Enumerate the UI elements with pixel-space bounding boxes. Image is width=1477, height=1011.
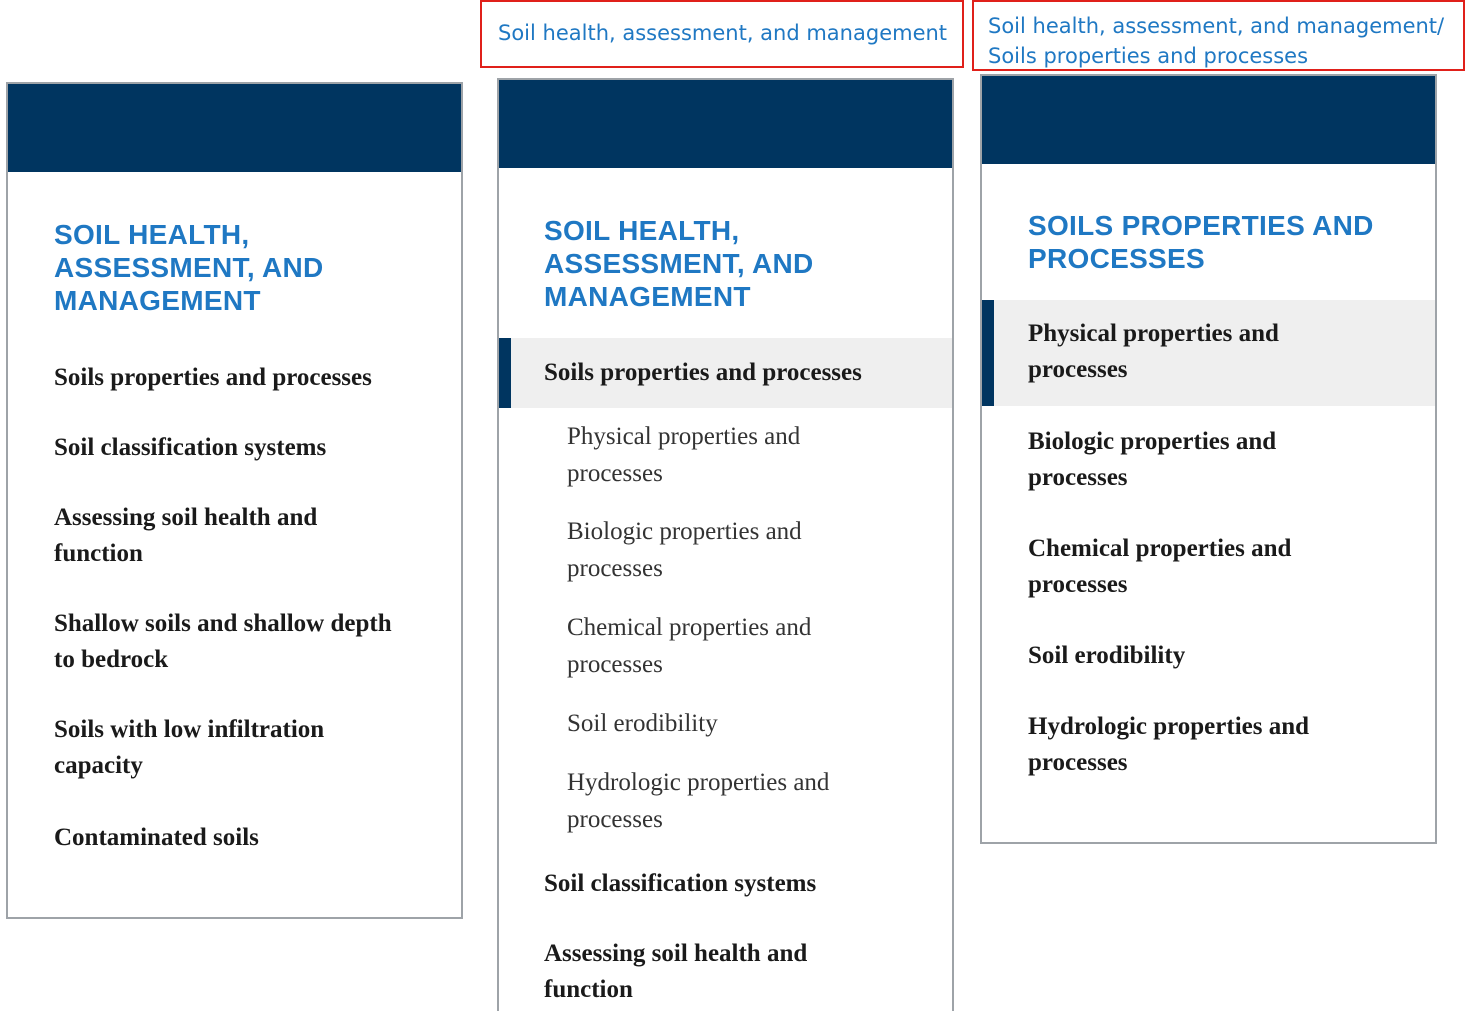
- nav-item-erodibility[interactable]: Soil erodibility: [1028, 642, 1186, 669]
- nav-item-contaminated-soils[interactable]: Contaminated soils: [54, 824, 259, 851]
- nav-item-shallow-soils[interactable]: Shallow soils and shallow depth to bedrock: [54, 610, 392, 673]
- nav-item-hydrologic[interactable]: Hydrologic properties and processes: [1028, 713, 1310, 776]
- subnav-item-chemical[interactable]: Chemical properties and processes: [567, 614, 812, 678]
- nav-panel-sublevel: [980, 74, 1437, 844]
- breadcrumb-link-soils-properties[interactable]: Soils properties and processes: [988, 44, 1309, 68]
- nav-item-physical-active[interactable]: Physical properties and processes: [982, 300, 1437, 406]
- nav-panel-collapsed: [6, 82, 463, 919]
- panel-title: SOILS PROPERTIES AND PROCESSES: [1028, 210, 1374, 274]
- nav-item-soil-classification[interactable]: Soil classification systems: [544, 870, 817, 897]
- breadcrumb-link-soil-health-path[interactable]: Soil health, assessment, and management/: [988, 14, 1445, 38]
- subnav-item-erodibility[interactable]: Soil erodibility: [567, 710, 718, 737]
- nav-item-chemical[interactable]: Chemical properties and processes: [1028, 535, 1292, 598]
- nav-item-soils-properties[interactable]: Soils properties and processes: [54, 364, 372, 391]
- breadcrumb-link-soil-health[interactable]: Soil health, assessment, and management: [498, 21, 948, 45]
- subnav-item-hydrologic[interactable]: Hydrologic properties and processes: [567, 769, 830, 833]
- panel-header-bar: [8, 84, 461, 172]
- subnav-item-physical[interactable]: Physical properties and processes: [567, 423, 801, 487]
- panel-title: SOIL HEALTH, ASSESSMENT, AND MANAGEMENT: [544, 215, 814, 312]
- nav-item-soil-classification[interactable]: Soil classification systems: [54, 434, 327, 461]
- panel-title: SOIL HEALTH, ASSESSMENT, AND MANAGEMENT: [54, 219, 324, 316]
- nav-item-low-infiltration[interactable]: Soils with low infiltration capacity: [54, 716, 325, 779]
- subnav-item-biologic[interactable]: Biologic properties and processes: [567, 518, 802, 582]
- nav-item-soils-properties-active[interactable]: Soils properties and processes: [499, 338, 954, 408]
- nav-item-assessing-soil-health[interactable]: Assessing soil health and function: [54, 504, 318, 567]
- panel-header-bar: [499, 80, 952, 168]
- breadcrumb-annotation-1: [480, 0, 964, 68]
- nav-item-assessing-soil-health[interactable]: Assessing soil health and function: [544, 940, 808, 1003]
- nav-panel-expanded: [497, 78, 954, 1011]
- breadcrumb-annotation-2: [972, 0, 1465, 71]
- panel-header-bar: [982, 76, 1435, 164]
- nav-item-biologic[interactable]: Biologic properties and processes: [1028, 428, 1277, 491]
